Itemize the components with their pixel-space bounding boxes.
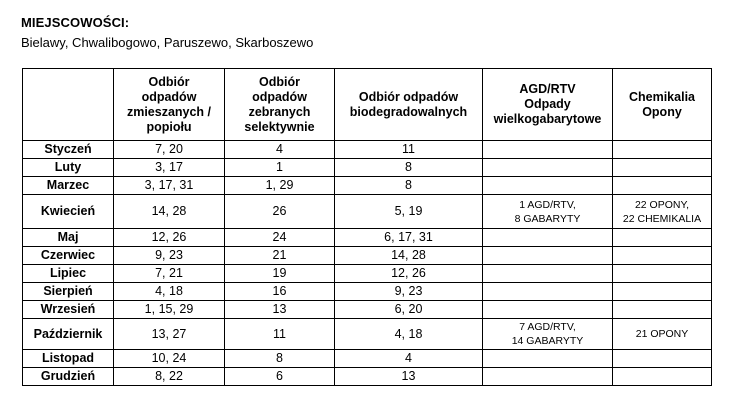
table-row [23,283,712,301]
agd-cell [483,177,613,195]
selective-cell: 21 [225,247,335,265]
chem-cell: 21 OPONY [613,319,712,350]
table-row [23,247,712,265]
locations-list: Bielawy, Chwalibogowo, Paruszewo, Skarboszewo [21,35,314,50]
chem-cell [613,159,712,177]
agd-cell [483,350,613,368]
month-cell: Listopad [23,350,114,368]
mixed-cell: 3, 17 [114,159,225,177]
header-bio-waste: Odbiór odpadów biodegradowalnych [335,69,483,141]
month-cell: Kwiecień [23,195,114,229]
chem-cell [613,368,712,386]
bio-cell: 8 [335,177,483,195]
agd-cell [483,283,613,301]
table-row [23,229,712,247]
bio-cell: 11 [335,141,483,159]
table-row [23,319,712,350]
selective-cell: 1 [225,159,335,177]
mixed-cell: 13, 27 [114,319,225,350]
agd-cell [483,141,613,159]
month-cell: Grudzień [23,368,114,386]
selective-cell: 4 [225,141,335,159]
agd-cell [483,265,613,283]
chem-cell [613,301,712,319]
bio-cell: 9, 23 [335,283,483,301]
mixed-cell: 10, 24 [114,350,225,368]
mixed-cell: 12, 26 [114,229,225,247]
agd-cell [483,247,613,265]
header-month [23,69,114,141]
table-row [23,141,712,159]
header-chemicals-tires: Chemikalia Opony [613,69,712,141]
selective-cell: 19 [225,265,335,283]
bio-cell: 4 [335,350,483,368]
month-cell: Maj [23,229,114,247]
selective-cell: 16 [225,283,335,301]
mixed-cell: 7, 21 [114,265,225,283]
bio-cell: 4, 18 [335,319,483,350]
table-row [23,350,712,368]
page-title: MIEJSCOWOŚCI: [21,15,130,30]
collection-schedule-table [22,68,712,386]
month-cell: Październik [23,319,114,350]
month-cell: Wrzesień [23,301,114,319]
bio-cell: 13 [335,368,483,386]
chem-cell [613,350,712,368]
table-row [23,368,712,386]
mixed-cell: 8, 22 [114,368,225,386]
mixed-cell: 1, 15, 29 [114,301,225,319]
selective-cell: 11 [225,319,335,350]
agd-cell [483,368,613,386]
chem-cell: 22 OPONY, 22 CHEMIKALIA [613,195,712,229]
header-selective-waste: Odbiór odpadów zebranych selektywnie [225,69,335,141]
table-row [23,177,712,195]
agd-cell [483,159,613,177]
bio-cell: 6, 20 [335,301,483,319]
agd-cell: 1 AGD/RTV, 8 GABARYTY [483,195,613,229]
selective-cell: 24 [225,229,335,247]
agd-cell [483,301,613,319]
header-agd-bulky-waste: AGD/RTV Odpady wielkogabarytowe [483,69,613,141]
selective-cell: 8 [225,350,335,368]
month-cell: Luty [23,159,114,177]
table-row [23,195,712,229]
mixed-cell: 7, 20 [114,141,225,159]
selective-cell: 6 [225,368,335,386]
selective-cell: 13 [225,301,335,319]
agd-cell [483,229,613,247]
mixed-cell: 4, 18 [114,283,225,301]
mixed-cell: 3, 17, 31 [114,177,225,195]
mixed-cell: 9, 23 [114,247,225,265]
month-cell: Sierpień [23,283,114,301]
month-cell: Lipiec [23,265,114,283]
chem-cell [613,265,712,283]
chem-cell [613,283,712,301]
table-row [23,265,712,283]
month-cell: Marzec [23,177,114,195]
bio-cell: 8 [335,159,483,177]
bio-cell: 6, 17, 31 [335,229,483,247]
agd-cell: 7 AGD/RTV, 14 GABARYTY [483,319,613,350]
bio-cell: 14, 28 [335,247,483,265]
chem-cell [613,141,712,159]
header-row [23,69,712,141]
month-cell: Czerwiec [23,247,114,265]
selective-cell: 26 [225,195,335,229]
bio-cell: 12, 26 [335,265,483,283]
chem-cell [613,247,712,265]
table-row [23,159,712,177]
table-row [23,301,712,319]
month-cell: Styczeń [23,141,114,159]
mixed-cell: 14, 28 [114,195,225,229]
header-mixed-waste: Odbiór odpadów zmieszanych / popiołu [114,69,225,141]
chem-cell [613,229,712,247]
selective-cell: 1, 29 [225,177,335,195]
chem-cell [613,177,712,195]
bio-cell: 5, 19 [335,195,483,229]
